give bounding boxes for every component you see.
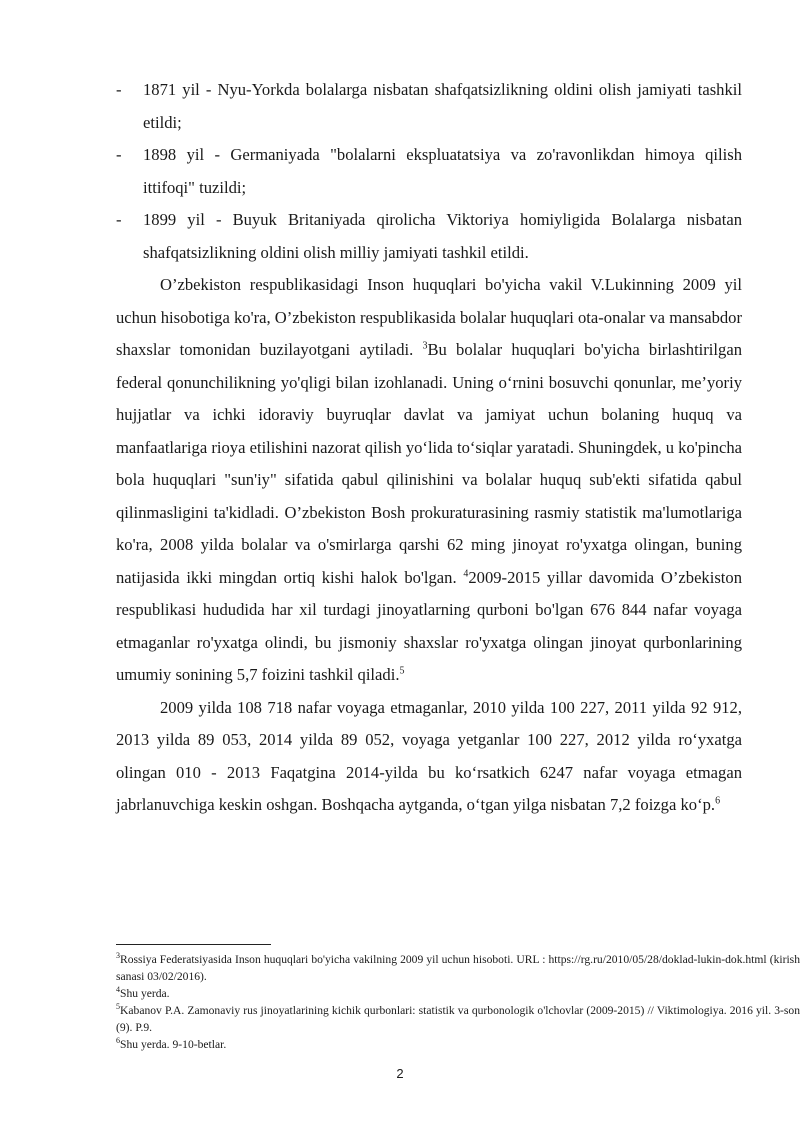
- page-number: 2: [396, 1066, 404, 1081]
- list-item: [116, 139, 742, 204]
- paragraph-text: O’zbekiston respublikasidagi Inson huquqlari bo'yicha vakil V.Lukinning 2009 yil uchun hisobotiga ko'ra, O’zbekiston respublikasida bolalar huquqlari ota-onalar va mansabdor shaxslar tomonidan buzilayotgani aytiladi.: [116, 275, 743, 359]
- footnote-number: 4: [116, 985, 120, 995]
- list-dash: -: [116, 80, 122, 99]
- list-item: [116, 204, 742, 269]
- footnote-text: Shu yerda. 9-10-betlar.: [120, 1038, 227, 1051]
- paragraph: [116, 269, 742, 692]
- paragraph-text: 2009 yilda 108 718 nafar voyaga etmaganlar, 2010 yilda 100 227, 2011 yilda 92 912, 2013 yilda 89 053, 2014 yilda 89 052, voyaga yetganlar 100 227, 2012 yilda ro‘yxatga olingan 010 - 2013 Faqatgina 2014-yilda bu ko‘rsatkich 6247 nafar voyaga etmagan jabrlanuvchiga keskin oshgan. Boshqacha aytganda, o‘tgan yilga nisbatan 7,2 foizga ko‘p.: [116, 697, 742, 814]
- footnote: [116, 1036, 800, 1053]
- footnotes: [116, 951, 800, 1053]
- list-item-text: 1898 yil - Germaniyada "bolalarni ekspluatatsiya va zo'ravonlikdan himoya qilish ittifoqi" tuzildi;: [143, 145, 742, 197]
- footnote-ref: 5: [399, 665, 405, 677]
- footnote-ref: 3: [422, 340, 428, 352]
- footnote-number: 3: [116, 951, 120, 961]
- list-item-text: 1871 yil - Nyu-Yorkda bolalarga nisbatan shafqatsizlikning oldini olish jamiyati tashkil etildi;: [143, 80, 742, 132]
- footnote-text: Rossiya Federatsiyasida Inson huquqlari bo'yicha vakilning 2009 yil uchun hisoboti. URL : https://rg.ru/2010/05/28/doklad-lukin-dok.html (kirish sanasi 03/02/2016).: [116, 953, 800, 983]
- footnote-text: Kabanov P.A. Zamonaviy rus jinoyatlarining kichik qurbonlari: statistik va qurbonologik o'lchovlar (2009-2015) // Viktimologiya. 2016 yil. 3-son (9). P.9.: [116, 1004, 800, 1034]
- paragraph: [116, 692, 742, 822]
- list-item: [116, 74, 742, 139]
- footnote: [116, 985, 800, 1002]
- body-text: [116, 74, 742, 822]
- paragraph-text: 2009-2015 yillar davomida O’zbekiston respublikasi hududida har xil turdagi jinoyatlarning qurboni bo'lgan 676 844 nafar voyaga etmaganlar ro'yxatga olindi, bu jismoniy shaxslar ro'yxatga olingan jinoyat qurbonlarining umumiy sonining 5,7 foizini tashkil qiladi.: [116, 567, 743, 684]
- footnote-text: Shu yerda.: [120, 987, 170, 1000]
- footnote-ref: 4: [463, 567, 469, 579]
- list-dash: -: [116, 210, 122, 229]
- list-dash: -: [116, 145, 122, 164]
- footnote-number: 5: [116, 1002, 120, 1012]
- footnote: [116, 951, 800, 985]
- footnote-separator: [116, 944, 271, 945]
- footnote-number: 6: [116, 1036, 120, 1046]
- paragraph-text: Bu bolalar huquqlari bo'yicha birlashtirilgan federal qonunchilikning yo'qligi bilan izohlanadi. Uning o‘rnini bosuvchi qonunlar, me’yoriy hujjatlar va ichki idoraviy buyruqlar davlat va jamiyat uchun bolaning huquq va manfaatlariga rioya etilishini nazorat qilish yo‘lida to‘siqlar yaratadi. Shuningdek, u ko'pincha bola huquqlari "sun'iy" sifatida qabul qilinishini va bolalar huquq sub'ekti sifatida qabul qilinmasligini ta'kidladi. O’zbekiston Bosh prokuraturasining rasmiy statistik ma'lumotlariga ko'ra, 2008 yilda bolalar va o'smirlarga qarshi 62 ming jinoyat ro'yxatga olingan, buning natijasida ikki mingdan ortiq kishi halok bo'lgan.: [116, 340, 743, 587]
- list-item-text: 1899 yil - Buyuk Britaniyada qirolicha Viktoriya homiyligida Bolalarga nisbatan shafqatsizlikning oldini olish milliy jamiyati tashkil etildi.: [143, 210, 742, 262]
- footnote-ref: 6: [715, 795, 721, 807]
- footnote: [116, 1002, 800, 1036]
